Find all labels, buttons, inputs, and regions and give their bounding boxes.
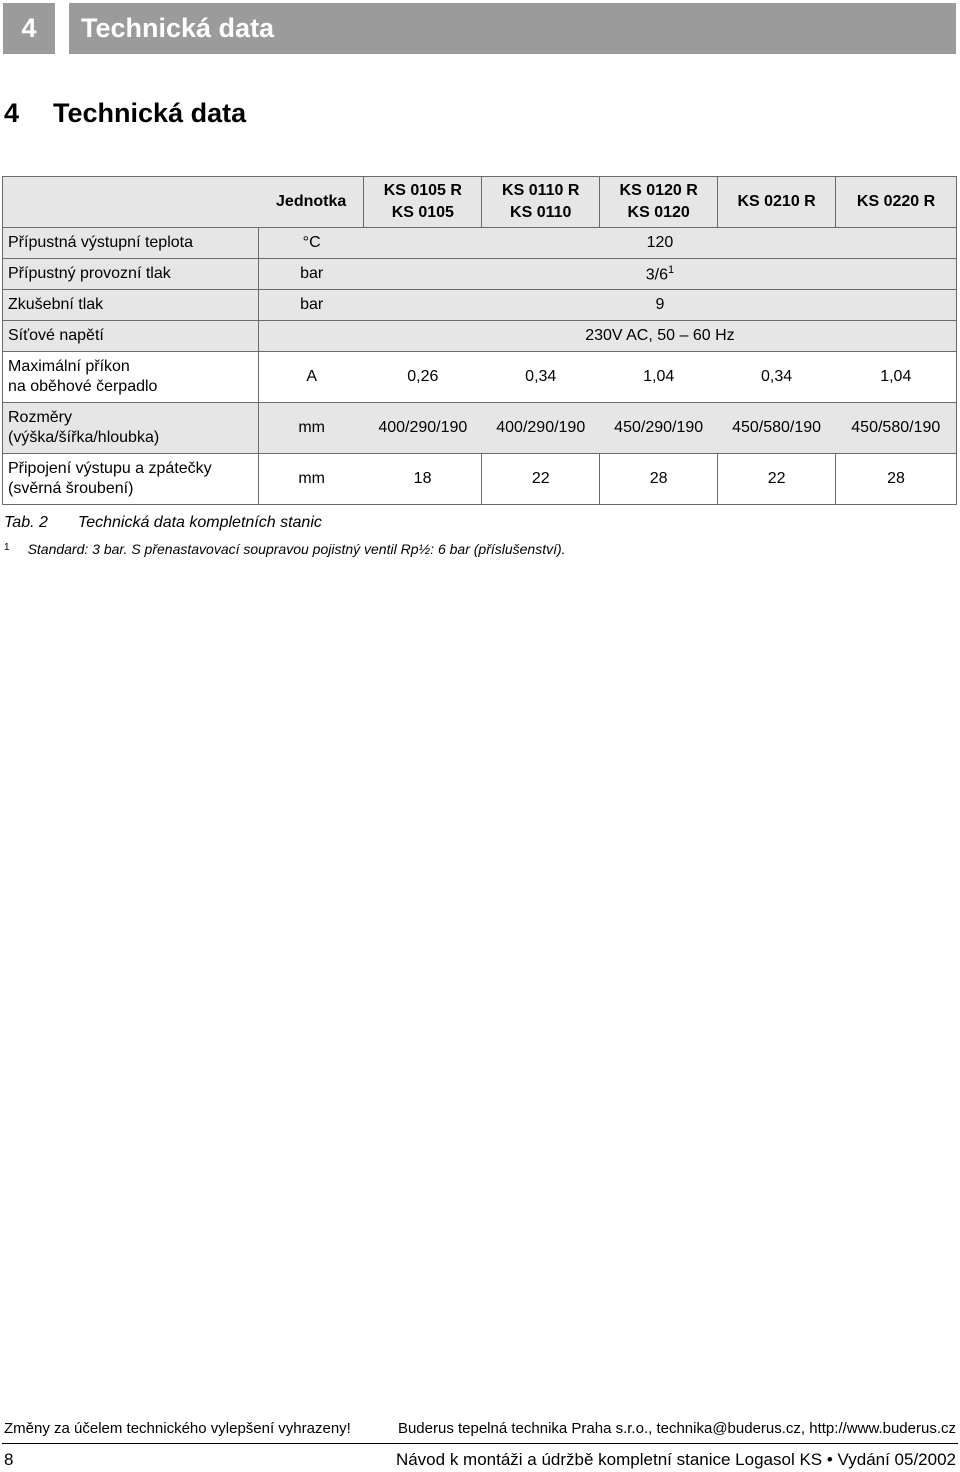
table-row (3, 321, 957, 352)
row-value: 18 (364, 454, 482, 505)
header-label-cell (3, 177, 259, 228)
row-value: 28 (600, 454, 718, 505)
footnote-mark: 1 (4, 542, 10, 553)
row-unit: bar (259, 259, 364, 290)
header-model: KS 0110 R KS 0110 (482, 177, 600, 228)
row-value: 22 (482, 454, 600, 505)
row-value: 400/290/190 (482, 403, 600, 454)
table-row (3, 259, 957, 290)
table-caption (4, 514, 322, 532)
footnote-ref: 1 (667, 263, 675, 276)
table-row (3, 403, 957, 454)
row-unit: bar (259, 290, 364, 321)
footnote-text: Standard: 3 bar. S přenastavovací soupravou pojistný ventil Rp½: 6 bar (příslušenství). (27, 541, 566, 557)
page-number: 8 (4, 1450, 14, 1469)
chapter-title-bar: Technická data (69, 3, 956, 54)
section-heading (4, 98, 246, 129)
row-label: Rozměry (výška/šířka/hloubka) (3, 403, 259, 454)
row-value: 120 (364, 228, 957, 259)
row-unit: A (259, 352, 364, 403)
row-unit: mm (259, 454, 364, 505)
technical-data-table (2, 176, 957, 505)
table-row (3, 228, 957, 259)
row-label: Připojení výstupu a zpátečky (svěrná šroubení) (3, 454, 259, 505)
caption-tab-number: Tab. 2 (4, 514, 48, 531)
row-value: 28 (836, 454, 957, 505)
row-value: 0,34 (482, 352, 600, 403)
row-value: 400/290/190 (364, 403, 482, 454)
table-row (3, 352, 957, 403)
section-number: 4 (4, 98, 20, 128)
header-unit: Jednotka (259, 177, 364, 228)
table-row (3, 454, 957, 505)
chapter-number-badge: 4 (3, 3, 55, 54)
document-title: Návod k montáži a údržbě kompletní stanice Logasol KS • Vydání 05/2002 (395, 1450, 956, 1469)
row-value: 450/290/190 (600, 403, 718, 454)
caption-text: Technická data kompletních stanic (77, 514, 322, 531)
header-model: KS 0210 R (718, 177, 836, 228)
row-unit: °C (259, 228, 364, 259)
table-header-row (3, 177, 957, 228)
footer-divider (2, 1443, 958, 1444)
table-row (3, 290, 957, 321)
row-value: 450/580/190 (836, 403, 957, 454)
row-label: Zkušební tlak (3, 290, 259, 321)
section-title: Technická data (53, 98, 247, 128)
row-value: 1,04 (600, 352, 718, 403)
footer-contact: Buderus tepelná technika Praha s.r.o., technika@buderus.cz, http://www.buderus.cz (397, 1420, 956, 1437)
row-value: 22 (718, 454, 836, 505)
row-value: 230V AC, 50 – 60 Hz (364, 321, 957, 352)
row-value: $3/6^1$ (364, 259, 957, 290)
header-model: KS 0105 R KS 0105 (364, 177, 482, 228)
row-value: 9 (364, 290, 957, 321)
header-model: KS 0120 R KS 0120 (600, 177, 718, 228)
footer-disclaimer: Změny za účelem technického vylepšení vyhrazeny! (4, 1420, 351, 1437)
row-unit (259, 321, 364, 352)
row-value: 450/580/190 (718, 403, 836, 454)
header-model: KS 0220 R (836, 177, 957, 228)
row-label: Maximální příkon na oběhové čerpadlo (3, 352, 259, 403)
row-value: 1,04 (836, 352, 957, 403)
row-unit: mm (259, 403, 364, 454)
row-label: Síťové napětí (3, 321, 259, 352)
row-label: Přípustný provozní tlak (3, 259, 259, 290)
row-value: 0,34 (718, 352, 836, 403)
footnote (4, 541, 566, 557)
row-label: Přípustná výstupní teplota (3, 228, 259, 259)
row-value: 0,26 (364, 352, 482, 403)
